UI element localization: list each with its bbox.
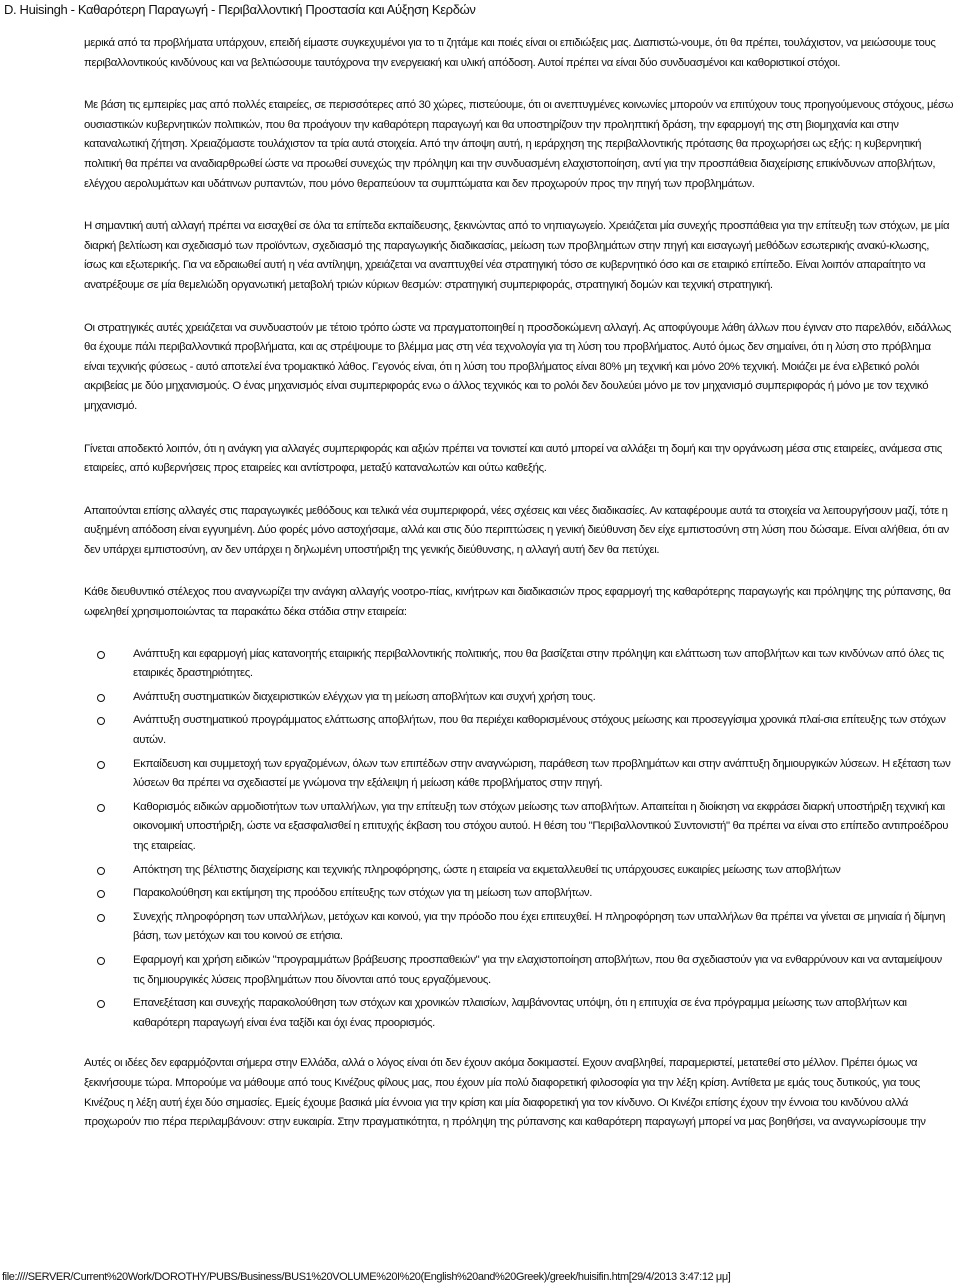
bullet-icon xyxy=(97,694,105,702)
list-item-text: Ανάπτυξη και εφαρμογή μίας κατανοητής εταιρικής περιβαλλοντικής πολιτικής, που θα βασίζεται στην πρόληψη και ελάττωση των αποβλήτων και των κινδύνων από όλες τις εταιρικές δραστηριότητες. xyxy=(133,647,944,680)
list-item xyxy=(133,861,954,881)
list-item-text: Εκπαίδευση και συμμετοχή των εργαζομένων, όλων των επιπέδων στην αναγνώριση, παράθεση των προβλημάτων και στην ανάπτυξη δημιουργικών λύσεων. Η εξέταση των λύσεων θα πρέπει να σχεδιαστεί με γνώμονα την εξάλειψη ή μείωση κάθε προβλήματος στην πηγή. xyxy=(133,757,951,790)
bullet-icon xyxy=(97,957,105,965)
list-item xyxy=(133,711,954,750)
page-footer-file-path: file:////SERVER/Current%20Work/DOROTHY/PUBS/Business/BUS1%20VOLUME%20I%20(English%20and%20Greek)/greek/huisifin.htm[29/4/2013 3:47:12 μμ] xyxy=(2,1271,731,1283)
bullet-icon xyxy=(97,651,105,659)
bullet-icon xyxy=(97,914,105,922)
document-body xyxy=(84,34,954,1156)
paragraph-intro: μερικά από τα προβλήματα υπάρχουν, επειδή είμαστε συγκεχυμένοι για το τι ζητάμε και ποιές είναι οι επιδιώξεις μας. Διαπιστώ-νουμε, ότι θα πρέπει, τουλάχιστον, να μειώσουμε τους περιβαλλοντικούς κινδύνους και να βελτιώσουμε ταυτόχρονα την ενεργειακή και υλική απόδοση. Αυτοί πρέπει να είναι δύο συνδυασμένοι και καθοριστικοί στόχοι. xyxy=(84,37,936,69)
list-item-text: Καθορισμός ειδικών αρμοδιοτήτων των υπαλλήλων, για την επίτευξη των στόχων μείωσης των αποβλήτων. Απαιτείται η διοίκηση να εκφράσει διαρκή υποστήριξη τεχνική και οικονομική υποστήριξη, ώστε να εξασφαλισθεί η επιτυχής έκβαση του στόχου αυτού. Η θέση του "Περιβαλλοντικού Συντονιστή" θα πρέπει να είναι στο επίπεδο αντιπροέδρου της εταιρείας. xyxy=(133,800,949,852)
paragraph-ten-stages-intro: Κάθε διευθυντικό στέλεχος που αναγνωρίζει την ανάγκη αλλαγής νοοτρο-πίας, κινήτρων και διαδικασιών προς εφαρμογή της καθαρότερης παραγωγής και πρόληψης της ρύπανσης, θα ωφεληθεί χρησιμοποιώντας τα παρακάτω δέκα στάδια στην εταιρεία: xyxy=(84,586,951,619)
paragraph-methods: Απαιτούνται επίσης αλλαγές στις παραγωγικές μεθόδους και τελικά νέα συμπεριφορά, νέες σχέσεις και νέες διαδικασίες. Αν καταφέρουμε αυτά τα στοιχεία να λειτουργήσουν μαζί, τότε η αυξημένη απόδοση είναι εγγυημένη. Δύο φορές μόνο αστοχήσαμε, αλλά και στις δύο περιπτώσεις η γενική διεύθυνση δεν είχε εμπιστοσύνη στη λύση που δώσαμε. Είναι αλήθεια, ότι αν δεν υπάρχει εμπιστοσύνη, αν δεν υπάρχει η δηλωμένη υποστήριξη της γενικής διεύθυνσης, η αλλαγή αυτή δεν θα πετύχει. xyxy=(84,504,949,556)
paragraph-closing: Αυτές οι ιδέες δεν εφαρμόζονται σήμερα στην Ελλάδα, αλλά ο λόγος είναι ότι δεν έχουν ακόμα δοκιμαστεί. Εχουν αναβληθεί, παραμεριστεί, μετατεθεί στο μέλλον. Πρέπει όμως να ξεκινήσουμε τώρα. Μπορούμε να μάθουμε από τους Κινέζους φίλους μας, που έχουν μία πολύ διαφορετική φιλοσοφία για την λέξη κρίση. Αντίθετα με εμάς τους δυτικούς, για τους Κινέζους η λέξη αυτή έχει δύο σημασίες. Εμείς έχουμε βασικά μία έννοια για την κρίση και μία διαφορετική για τον κίνδυνο. Οι Κινέζοι επίσης έχουν την έννοια του κινδύνου αλλά προχωρούν πιο πέρα περιλαμβάνουν: στην ευκαιρία. Στην πραγματικότητα, η πρόληψη της ρύπανσης και καθαρότερη παραγωγή μπορεί να μας βοηθήσει, να αναγνωρίσουμε την xyxy=(84,1057,926,1129)
list-item xyxy=(133,798,954,857)
paragraph-education: Η σημαντική αυτή αλλαγή πρέπει να εισαχθεί σε όλα τα επίπεδα εκπαίδευσης, ξεκινώντας από το νηπιαγωγείο. Χρειάζεται μία συνεχής προσπάθεια για την επίτευξη των στόχων, με μία διαρκή βελτίωση και σχεδιασμό των προϊόντων, σχεδιασμό της παραγωγικής διαδικασίας, μείωση των προβλημάτων στην πηγή και εισαγωγή μεθόδων εσωτερικής ανακύ-κλωσης, ίσως και εξωτερικής. Για να εδραιωθεί αυτή η νέα αντίληψη, χρειάζεται να αναπτυχθεί νέα στρατηγική τόσο σε κυβερνητικό όσο και σε εταιρικό επίπεδο. Είναι λοιπόν απαραίτητο να ανατρέξουμε σε μία θεμελιώδη οργανωτική μεταβολή τριών κύριων θεσμών: στρατηγική συμπεριφοράς, στρατηγική δομών και τεχνική στρατηγική. xyxy=(84,220,950,291)
bullet-icon xyxy=(97,1000,105,1008)
list-item-text: Εφαρμογή και χρήση ειδικών "προγραμμάτων βράβευσης προσπαθειών" για την ελαχιστοποίηση αποβλήτων, που θα σχεδιαστούν για να ενθαρρύνουν και να ανταμείψουν τις δημιουργικές λύσεις προβλημάτων που δίνονται από τους εργαζόμενους. xyxy=(133,953,942,986)
paragraph-strategies: Οι στρατηγικές αυτές χρειάζεται να συνδυαστούν με τέτοιο τρόπο ώστε να πραγματοποιηθεί η προσδοκώμενη αλλαγή. Ας αποφύγουμε λάθη άλλων που έγιναν στο παρελθόν, ειδάλλως θα έχουμε πάλι περιβαλλοντικά προβλήματα, και ας στρέψουμε το βλέμμα μας στη νέα τεχνολογία για τη λύση του προβλήματος. Αυτό όμως δεν σημαίνει, ότι η λύση στο πρόβλημα είναι τεχνικής φύσεως - αυτό αποτελεί ένα τρομακτικό λάθος. Γεγονός είναι, ότι η λύση του προβλήματος είναι 80% μη τεχνική και μόνο 20% τεχνική. Μοιάζει με ένα ελβετικό ρολόι ακριβείας με δύο μηχανισμούς. Ο ένας μηχανισμός είναι συμπεριφοράς ενω ο άλλος τεχνικός και το ρολόι δεν δουλεύει μόνο με τον μηχανισμό συμπεριφοράς ή μόνο με τον τεχνικό μηχανισμό. xyxy=(84,321,951,412)
bullet-icon xyxy=(97,804,105,812)
ten-stages-list xyxy=(84,645,954,1034)
list-item-text: Συνεχής πληροφόρηση των υπαλλήλων, μετόχων και κοινού, για την πρόοδο που έχει επιτευχθεί. Η πληροφόρηση των υπαλλήλων θα πρέπει να γίνεται σε μηνιαία ή δίμηνη βάση, των μετόχων και του κοινού σε ετήσια. xyxy=(133,910,946,943)
list-item xyxy=(133,688,954,708)
list-item-text: Επανεξέταση και συνεχής παρακολούθηση των στόχων και χρονικών πλαισίων, λαμβάνοντας υπόψη, ότι η επιτυχία σε ένα πρόγραμμα μείωσης των αποβλήτων και καθαρότερη παραγωγή είναι ένα ταξίδι και όχι ένας προορισμός. xyxy=(133,997,907,1029)
list-item xyxy=(133,645,954,684)
page-header-title: D. Huisingh - Καθαρότερη Παραγωγή - Περιβαλλοντική Προστασία και Αύξηση Κερδών xyxy=(4,2,476,17)
bullet-icon xyxy=(97,890,105,898)
list-item xyxy=(133,884,954,904)
bullet-icon xyxy=(97,761,105,769)
paragraph-experience: Με βάση τις εμπειρίες μας από πολλές εταιρείες, σε περισσότερες από 30 χώρες, πιστεύουμε, ότι οι ανεπτυγμένες κοινωνίες μπορούν να επιτύχουν τους προηγούμενους στόχους, μέσω ουσιαστικών κυβερνητικών πολιτικών, που θα προάγουν την καθαρότερη παραγωγή και θα υποστηρίζουν την προληπτική δράση, την εφαρμογή της στη βιομηχανία και στην καταναλωτική ζήτηση. Χρειαζόμαστε τουλάχιστον τα τρία αυτά στοιχεία. Από την άποψη αυτή, η ιεράρχηση της περιβαλλοντικής πρότασης θα προχωρήσει ως εξής: η κυβερνητική πολιτική θα πρέπει να αναδιαρθρωθεί ώστε να προωθεί συνεχώς την πρόληψη και την συνδυασμένη ελαχιστοποίηση, αντί για την προσπάθεια διαχείρισης επικίνδυνων αποβλήτων, ελέγχου αερολυμάτων και υδάτινων ρυπαντών, που μόνο θεραπεύουν τα συμπτώματα και δεν προχωρούν προς την πηγή των προβλημάτων. xyxy=(84,99,954,190)
list-item-text: Απόκτηση της βέλτιστης διαχείρισης και τεχνικής πληροφόρησης, ώστε η εταιρεία να εκμεταλλευθεί τις υπάρχουσες ευκαιρίες μείωσης των αποβλήτων xyxy=(133,863,841,876)
list-item-text: Παρακολούθηση και εκτίμηση της προόδου επίτευξης των στόχων για τη μείωση των αποβλήτων. xyxy=(133,887,593,900)
list-item xyxy=(133,951,954,990)
list-item xyxy=(133,755,954,794)
bullet-icon xyxy=(97,867,105,875)
list-item-text: Ανάπτυξη συστηματικού προγράμματος ελάττωσης αποβλήτων, που θα περιέχει καθορισμένους στόχους μείωσης και προσεγγίσιμα χρονικά πλαί-σια επίτευξης των στόχων αυτών. xyxy=(133,714,946,747)
list-item xyxy=(133,908,954,947)
list-item-text: Ανάπτυξη συστηματικών διαχειριστικών ελέγχων για τη μείωση αποβλήτων και συχνή χρήση τους. xyxy=(133,690,596,703)
list-item xyxy=(133,994,954,1033)
paragraph-behaviour: Γίνεται αποδεκτό λοιπόν, ότι η ανάγκη για αλλαγές συμπεριφοράς και αξιών πρέπει να τονιστεί και αυτό μπορεί να αλλάξει τη δομή και την οργάνωση μέσα στις εταιρείες, ανάμεσα στις εταιρείες, από κυβερνήσεις προς εταιρείες και αντίστροφα, μεταξύ καταναλωτών και ούτω καθεξής. xyxy=(84,442,942,475)
bullet-icon xyxy=(97,717,105,725)
